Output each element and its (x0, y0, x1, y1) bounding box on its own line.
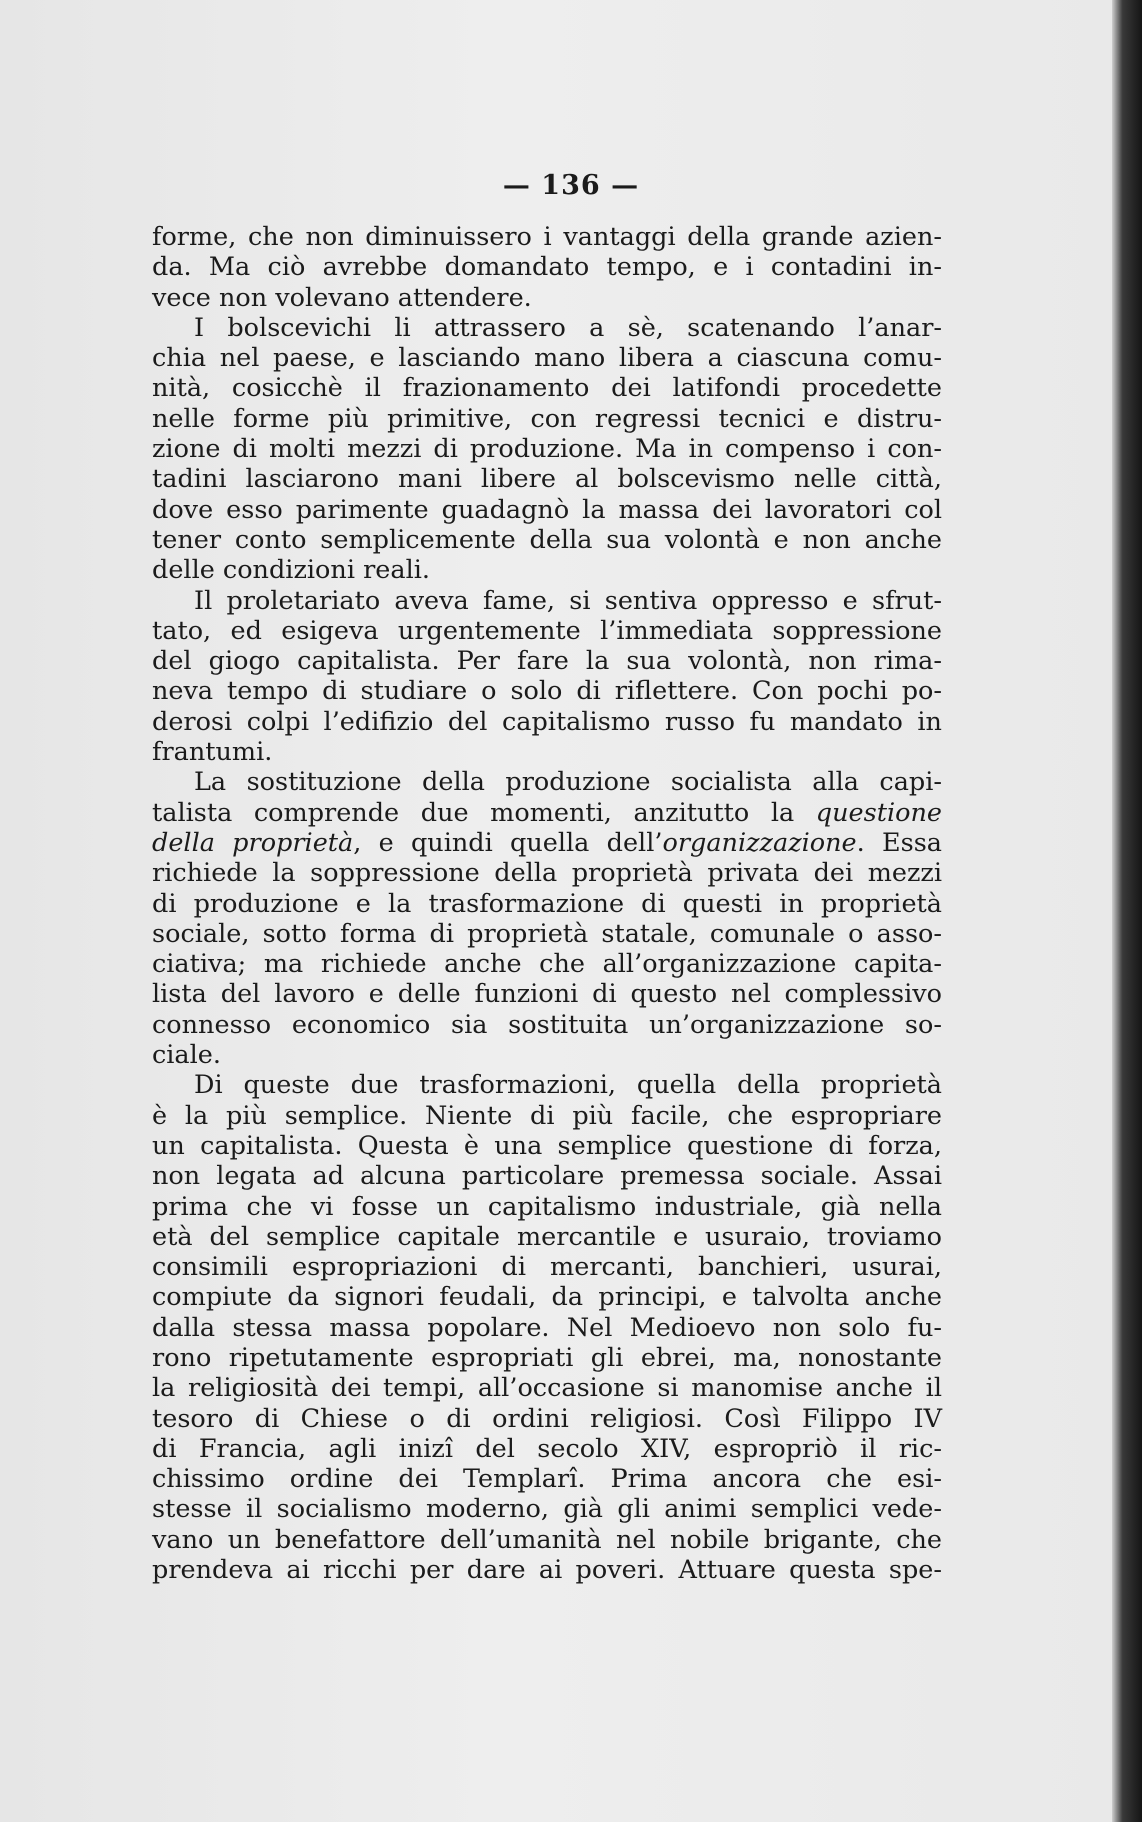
text-line: tener conto semplicemente della sua volontà e non anche (152, 524, 942, 555)
text-line: I bolscevichi li attrassero a sè, scatenando l’anar- (194, 312, 942, 343)
text-line: prima che vi fosse un capitalismo industriale, già nella (152, 1191, 942, 1222)
text-line: di produzione e la trasformazione di questi in proprietà (152, 888, 942, 919)
text-line: prendeva ai ricchi per dare ai poveri. Attuare questa spe- (152, 1555, 942, 1586)
text-line: di Francia, agli inizî del secolo XIV, espropriò il ric- (152, 1433, 942, 1464)
text-line: delle condizioni reali. (152, 555, 430, 586)
text-line: vano un benefattore dell’umanità nel nobile brigante, che (152, 1524, 942, 1555)
text-line: chissimo ordine dei Templarî. Prima ancora che esi- (152, 1464, 942, 1495)
text-line: età del semplice capitale mercantile e usuraio, troviamo (152, 1221, 942, 1252)
text-line: consimili espropriazioni di mercanti, banchieri, usurai, (152, 1252, 942, 1283)
text-line: è la più semplice. Niente di più facile, che espropriare (152, 1100, 942, 1131)
text-line: nelle forme più primitive, con regressi tecnici e distru- (152, 403, 942, 434)
text-line: forme, che non diminuissero i vantaggi della grande azien- (152, 222, 942, 252)
text-line: tesoro di Chiese o di ordini religiosi. Così Filippo IV (152, 1403, 942, 1434)
text-line: tato, ed esigeva urgentemente l’immediata soppressione (152, 615, 942, 646)
text-line: vece non volevano attendere. (152, 282, 532, 313)
text-line: stesse il socialismo moderno, già gli animi semplici vede- (152, 1494, 942, 1525)
text-line: sociale, sotto forma di proprietà statale, comunale o asso- (152, 918, 942, 949)
text-line: della proprietà, e quindi quella dell’organizzazione. Essa (152, 827, 943, 858)
text-line: dalla stessa massa popolare. Nel Medioevo non solo fu- (152, 1312, 942, 1343)
text-line: del giogo capitalista. Per fare la sua volontà, non rima- (152, 646, 942, 677)
text-line: ciativa; ma richiede anche che all’organizzazione capita- (152, 949, 942, 980)
text-line: lista del lavoro e delle funzioni di questo nel complessivo (152, 979, 942, 1010)
text-line: chia nel paese, e lasciando mano libera a ciascuna comu- (152, 343, 942, 374)
text-line: tadini lasciarono mani libere al bolscevismo nelle città, (152, 464, 942, 495)
text-line: Di queste due trasformazioni, quella della proprietà (194, 1070, 942, 1101)
text-line: nità, cosicchè il frazionamento dei latifondi procedette (152, 373, 942, 404)
text-line: connesso economico sia sostituita un’organizzazione so- (152, 1009, 942, 1040)
text-line: non legata ad alcuna particolare premessa sociale. Assai (152, 1161, 942, 1192)
text-line: compiute da signori feudali, da principi, e talvolta anche (152, 1282, 942, 1313)
body-text (152, 222, 942, 1585)
text-line: dove esso parimente guadagnò la massa dei lavoratori col (152, 494, 942, 525)
text-line: zione di molti mezzi di produzione. Ma in compenso i con- (152, 434, 942, 465)
text-line: talista comprende due momenti, anzitutto la questione (152, 797, 942, 828)
text-line: La sostituzione della produzione socialista alla capi- (194, 767, 942, 798)
text-line: derosi colpi l’edifizio del capitalismo russo fu mandato in (152, 706, 942, 737)
text-line: neva tempo di studiare o solo di riflettere. Con pochi po- (152, 676, 942, 707)
page-binding-edge (1112, 0, 1142, 1822)
text-line: richiede la soppressione della proprietà privata dei mezzi (152, 858, 942, 889)
text-line: ciale. (152, 1040, 221, 1071)
text-line: un capitalista. Questa è una semplice questione di forza, (152, 1130, 942, 1161)
text-line: la religiosità dei tempi, all’occasione si manomise anche il (152, 1373, 942, 1404)
page-number: — 136 — (502, 170, 640, 201)
text-line: frantumi. (152, 737, 273, 768)
text-line: da. Ma ciò avrebbe domandato tempo, e i contadini in- (152, 252, 942, 283)
text-line: Il proletariato aveva fame, si sentiva oppresso e sfrut- (194, 585, 942, 616)
text-line: rono ripetutamente espropriati gli ebrei, ma, nonostante (152, 1342, 942, 1373)
